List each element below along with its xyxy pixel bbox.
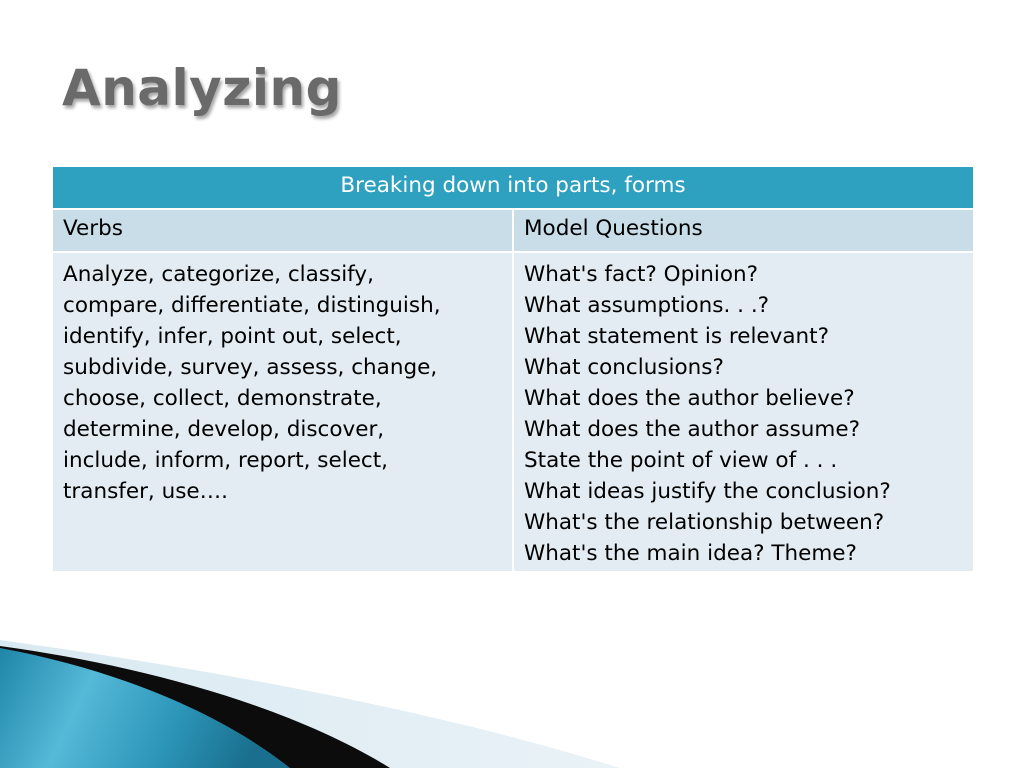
verbs-line: Analyze, categorize, classify, [63,262,374,287]
question-item: What assumptions. . .? [524,293,770,318]
question-item: What statement is relevant? [524,324,830,349]
verbs-line: subdivide, survey, assess, change, [63,355,438,380]
verbs-line: determine, develop, discover, [63,417,385,442]
table-header: Breaking down into parts, forms [52,166,974,209]
question-item: What ideas justify the conclusion? [524,479,891,504]
verbs-line: compare, differentiate, distinguish, [63,293,441,318]
question-item: State the point of view of . . . [524,448,838,473]
verbs-line: include, inform, report, select, [63,448,389,473]
slide-title: Analyzing [62,59,342,117]
question-item: What's fact? Opinion? [524,262,759,287]
question-item: What does the author assume? [524,417,860,442]
question-item: What conclusions? [524,355,724,380]
question-item: What's the main idea? Theme? [524,541,857,566]
verbs-line: identify, infer, point out, select, [63,324,402,349]
column-header-model-questions: Model Questions [513,209,974,252]
verbs-line: transfer, use…. [63,479,228,504]
column-header-verbs: Verbs [52,209,513,252]
question-item: What does the author believe? [524,386,855,411]
verbs-line: choose, collect, demonstrate, [63,386,382,411]
question-item: What's the relationship between? [524,510,885,535]
